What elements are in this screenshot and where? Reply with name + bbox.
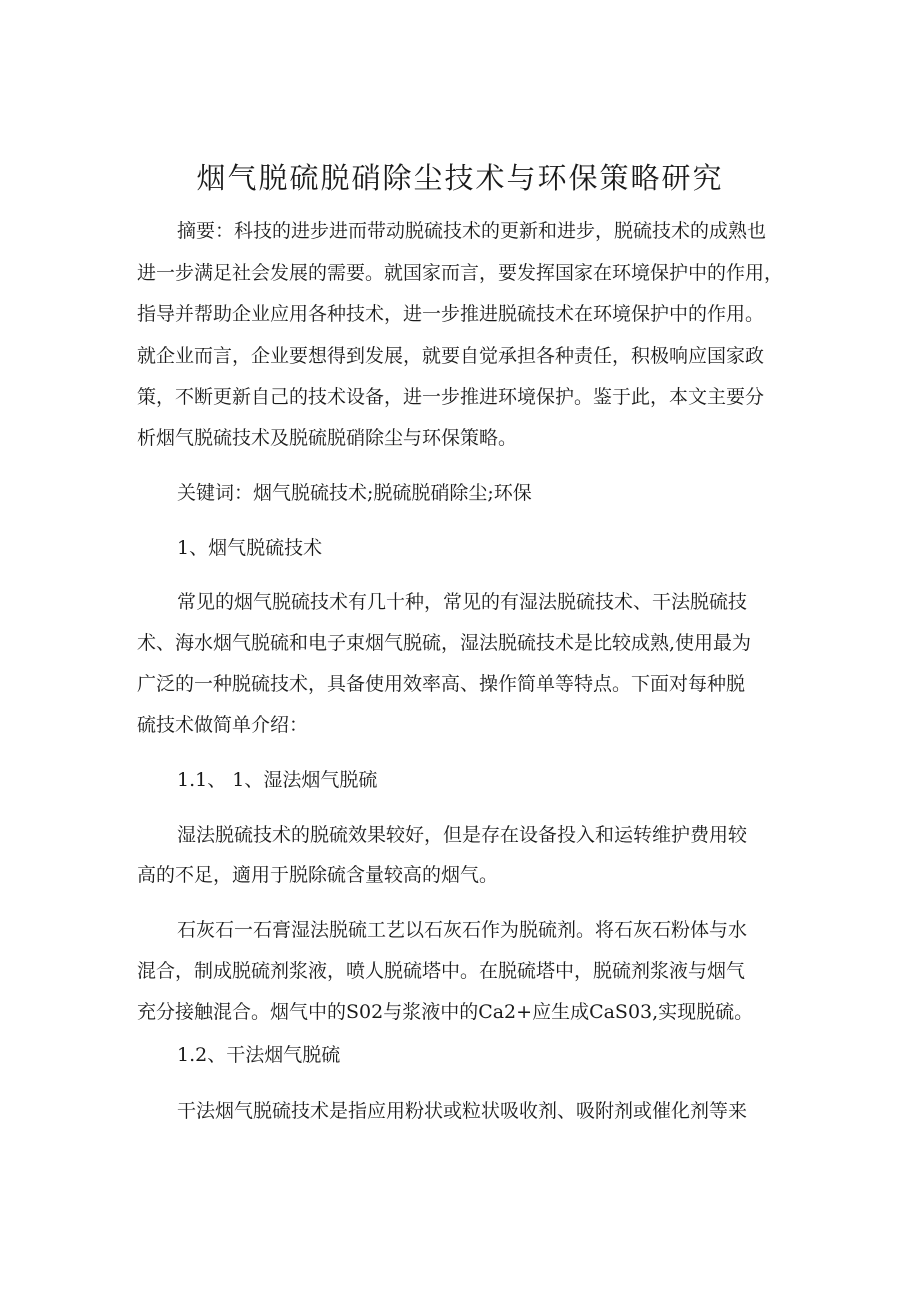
document-title: 烟气脱硫脱硝除尘技术与环保策略研究 bbox=[196, 161, 724, 195]
abstract-line: 进一步满足社会发展的需要。就国家而言，要发挥国家在环境保护中的作用， bbox=[137, 262, 784, 284]
section-heading: 1、烟气脱硫技术 bbox=[177, 537, 323, 559]
paragraph-line: 广泛的一种脱硫技术，具备使用效率高、操作简单等特点。下面对每种脱 bbox=[137, 673, 746, 695]
paragraph-line: 干法烟气脱硫技术是指应用粉状或粒状吸收剂、吸附剂或催化剂等来 bbox=[177, 1100, 748, 1122]
abstract-line: 摘要：科技的进步进而带动脱硫技术的更新和进步，脱硫技术的成熟也 bbox=[177, 220, 767, 242]
paragraph-line: 混合，制成脱硫剂浆液，喷人脱硫塔中。在脱硫塔中，脱硫剂浆液与烟气 bbox=[137, 960, 746, 982]
paragraph-line: 硫技术做简单介绍： bbox=[137, 714, 309, 736]
abstract-line: 析烟气脱硫技术及脱硫脱硝除尘与环保策略。 bbox=[137, 427, 518, 449]
keywords: 关键词：烟气脱硫技术;脱硫脱硝除尘;环保 bbox=[177, 482, 532, 504]
paragraph-line: 充分接触混合。烟气中的S02与浆液中的Ca2+应生成CaS03,实现脱硫。 bbox=[137, 1001, 754, 1023]
subsection-heading: 1.2、干法烟气脱硫 bbox=[177, 1044, 341, 1066]
paragraph-line: 术、海水烟气脱硫和电子束烟气脱硫，湿法脱硫技术是比较成熟,使用最为 bbox=[137, 632, 752, 654]
abstract-line: 策，不断更新自己的技术设备，进一步推进环境保护。鉴于此，本文主要分 bbox=[137, 386, 765, 408]
paragraph-line: 高的不足，適用于脱除硫含量较高的烟气。 bbox=[137, 864, 499, 886]
paragraph-line: 常见的烟气脱硫技术有几十种，常见的有湿法脱硫技术、干法脱硫技 bbox=[177, 591, 748, 613]
subsection-heading: 1.1、 1、湿法烟气脱硫 bbox=[177, 769, 378, 791]
abstract-line: 就企业而言，企业要想得到发展，就要自觉承担各种责任，积极响应国家政 bbox=[137, 345, 765, 367]
paragraph-line: 石灰石一石膏湿法脱硫工艺以石灰石作为脱硫剂。将石灰石粉体与水 bbox=[177, 919, 748, 941]
abstract-line: 指导并帮助企业应用各种技术，进一步推进脱硫技术在环境保护中的作用。 bbox=[137, 303, 765, 325]
paragraph-line: 湿法脱硫技术的脱硫效果较好，但是存在设备投入和运转维护费用较 bbox=[177, 824, 748, 846]
